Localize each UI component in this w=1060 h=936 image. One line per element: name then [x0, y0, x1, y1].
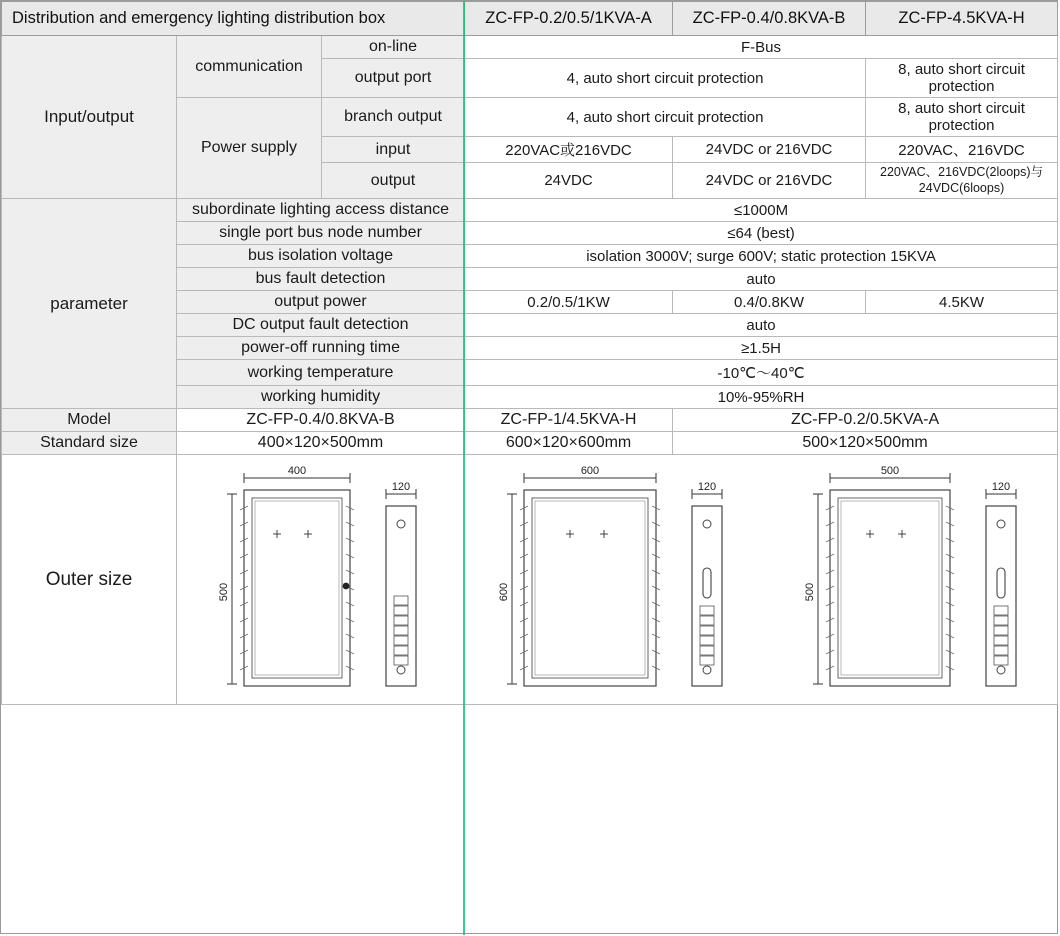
dim-width-1: 400	[287, 464, 307, 477]
row-label-online: on-line	[322, 36, 465, 59]
row-label-dc-fault-detection: DC output fault detection	[177, 314, 465, 337]
side-view-diagram-3	[976, 480, 1024, 696]
dim-depth-2: 120	[697, 480, 717, 493]
row-label-outer-size: Outer size	[2, 455, 177, 705]
value-model-2: ZC-FP-1/4.5KVA-H	[465, 409, 673, 432]
dim-width-2: 600	[580, 464, 600, 477]
value-output-a: 24VDC	[465, 163, 673, 199]
lock-dot-1	[343, 582, 350, 589]
side-view-diagram-2	[682, 480, 730, 696]
value-input-a: 220VAC或216VDC	[465, 137, 673, 163]
spec-table	[1, 1, 1058, 705]
value-branch-output-c: 8, auto short circuit protection	[866, 98, 1058, 137]
value-bus-isolation-voltage: isolation 3000V; surge 600V; static protection 15KVA	[465, 245, 1058, 268]
value-access-distance: ≤1000M	[465, 199, 1058, 222]
row-label-standard-size: Standard size	[2, 432, 177, 455]
row-label-bus-isolation-voltage: bus isolation voltage	[177, 245, 465, 268]
header-col-c: ZC-FP-4.5KVA-H	[866, 2, 1058, 36]
value-output-power-c: 4.5KW	[866, 291, 1058, 314]
header-title: Distribution and emergency lighting distribution box	[2, 2, 465, 36]
row-label-access-distance: subordinate lighting access distance	[177, 199, 465, 222]
value-standard-size-1: 400×120×500mm	[177, 432, 465, 455]
header-col-a: ZC-FP-0.2/0.5/1KVA-A	[465, 2, 673, 36]
value-output-power-a: 0.2/0.5/1KW	[465, 291, 673, 314]
row-label-model: Model	[2, 409, 177, 432]
vertical-guide-line	[463, 1, 465, 935]
value-standard-size-3: 500×120×500mm	[673, 432, 1058, 455]
value-working-temperature: -10℃～40℃	[465, 360, 1058, 386]
handle-icon-2	[703, 568, 711, 598]
row-online	[2, 36, 1058, 59]
handle-icon-3	[997, 568, 1005, 598]
row-label-output-port: output port	[322, 59, 465, 98]
outer-unit-3	[796, 464, 1024, 696]
section-label-io: Input/output	[2, 36, 177, 199]
table-header-row	[2, 2, 1058, 36]
dim-depth-1: 120	[391, 480, 411, 493]
header-col-b: ZC-FP-0.4/0.8KVA-B	[673, 2, 866, 36]
value-output-port-c: 8, auto short circuit protection	[866, 59, 1058, 98]
group-power-supply: Power supply	[177, 98, 322, 199]
dim-height-3: 500	[804, 582, 816, 601]
value-working-humidity: 10%-95%RH	[465, 386, 1058, 409]
row-label-bus-node-number: single port bus node number	[177, 222, 465, 245]
outer-unit-1	[210, 464, 424, 696]
outer-unit-2	[490, 464, 730, 696]
value-dc-fault-detection: auto	[465, 314, 1058, 337]
dim-height-2: 600	[498, 582, 510, 601]
row-label-branch-output: branch output	[322, 98, 465, 137]
value-output-b: 24VDC or 216VDC	[673, 163, 866, 199]
dim-height-1: 500	[218, 582, 230, 601]
row-label-input: input	[322, 137, 465, 163]
section-label-parameter: parameter	[2, 199, 177, 409]
value-standard-size-2: 600×120×600mm	[465, 432, 673, 455]
row-model	[2, 409, 1058, 432]
value-model-3: ZC-FP-0.2/0.5KVA-A	[673, 409, 1058, 432]
row-label-bus-fault-detection: bus fault detection	[177, 268, 465, 291]
row-standard-size	[2, 432, 1058, 455]
value-input-c: 220VAC、216VDC	[866, 137, 1058, 163]
front-view-diagram-1	[210, 464, 362, 696]
value-output-port-a: 4, auto short circuit protection	[465, 59, 866, 98]
row-access-distance	[2, 199, 1058, 222]
value-output-c: 220VAC、216VDC(2loops)与24VDC(6loops)	[866, 163, 1058, 199]
row-label-working-temperature: working temperature	[177, 360, 465, 386]
value-branch-output-a: 4, auto short circuit protection	[465, 98, 866, 137]
row-label-output: output	[322, 163, 465, 199]
dim-width-3: 500	[880, 464, 900, 477]
value-output-power-b: 0.4/0.8KW	[673, 291, 866, 314]
value-power-off-time: ≥1.5H	[465, 337, 1058, 360]
group-communication: communication	[177, 36, 322, 98]
front-view-diagram-3	[796, 464, 962, 696]
value-bus-fault-detection: auto	[465, 268, 1058, 291]
row-label-output-power: output power	[177, 291, 465, 314]
row-label-working-humidity: working humidity	[177, 386, 465, 409]
front-view-diagram-2	[490, 464, 668, 696]
value-model-1: ZC-FP-0.4/0.8KVA-B	[177, 409, 465, 432]
row-outer-size	[2, 455, 1058, 705]
outer-size-diagrams	[177, 455, 1058, 705]
value-bus-node-number: ≤64 (best)	[465, 222, 1058, 245]
row-label-power-off-time: power-off running time	[177, 337, 465, 360]
side-view-diagram-1	[376, 480, 424, 696]
value-online: F-Bus	[465, 36, 1058, 59]
dim-depth-3: 120	[991, 480, 1011, 493]
value-input-b: 24VDC or 216VDC	[673, 137, 866, 163]
